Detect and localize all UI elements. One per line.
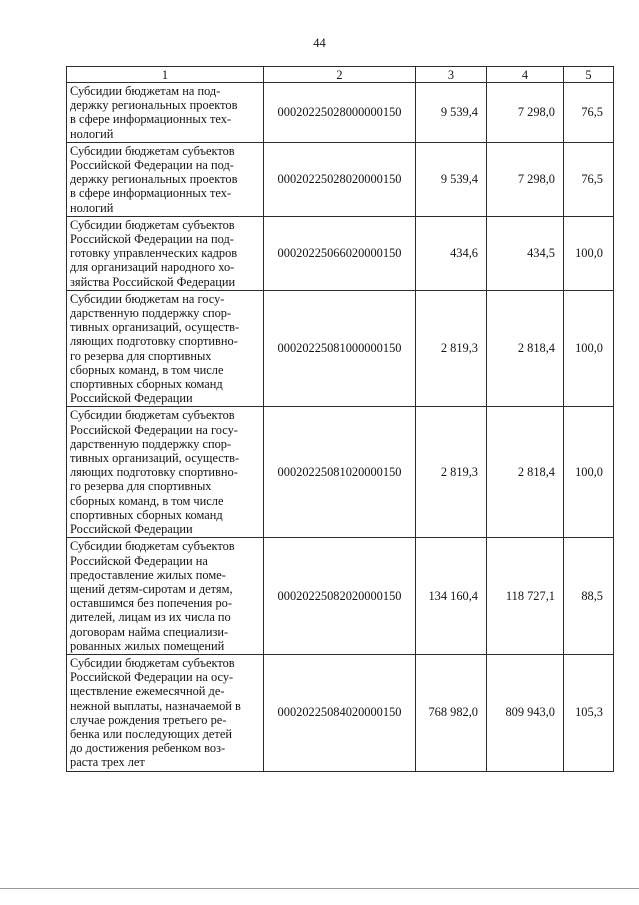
planned-amount-cell: 9 539,4 <box>416 83 487 143</box>
subsidy-name-cell: Субсидии бюджетам субъектов Российской Федерации на предоставление жилых поме- щений детям-сиротам и детям, оставшимся без попечения ро- дителей, лицам из их числа по договорам найма специализи- рованных жилых помещений <box>67 538 264 655</box>
header-row <box>67 67 614 83</box>
column-header: 5 <box>564 67 614 83</box>
budget-code-cell: 00020225084020000150 <box>264 654 416 771</box>
actual-amount-cell: 434,5 <box>487 216 564 290</box>
budget-code-cell: 00020225028000000150 <box>264 83 416 143</box>
execution-percent-cell: 76,5 <box>564 142 614 216</box>
table-row <box>67 83 614 143</box>
actual-amount-cell: 2 818,4 <box>487 290 564 407</box>
column-header: 2 <box>264 67 416 83</box>
table-row <box>67 407 614 538</box>
column-header: 3 <box>416 67 487 83</box>
budget-code-cell: 00020225081020000150 <box>264 407 416 538</box>
planned-amount-cell: 2 819,3 <box>416 407 487 538</box>
actual-amount-cell: 7 298,0 <box>487 142 564 216</box>
execution-percent-cell: 100,0 <box>564 290 614 407</box>
column-header: 4 <box>487 67 564 83</box>
planned-amount-cell: 134 160,4 <box>416 538 487 655</box>
execution-percent-cell: 100,0 <box>564 216 614 290</box>
page-number: 44 <box>313 36 326 50</box>
planned-amount-cell: 9 539,4 <box>416 142 487 216</box>
budget-code-cell: 00020225081000000150 <box>264 290 416 407</box>
column-header: 1 <box>67 67 264 83</box>
subsidy-name-cell: Субсидии бюджетам субъектов Российской Федерации на осу- ществление ежемесячной де- нежной выплаты, назначаемой в случае рождения третьего ре- бенка или последующих детей до достижения ребенком воз- раста трех лет <box>67 654 264 771</box>
table-row <box>67 654 614 771</box>
subsidy-name-cell: Субсидии бюджетам на под- держку региональных проектов в сфере информационных тех- нологий <box>67 83 264 143</box>
page-bottom-rule <box>0 888 639 889</box>
budget-table <box>66 66 614 772</box>
planned-amount-cell: 768 982,0 <box>416 654 487 771</box>
subsidy-name-cell: Субсидии бюджетам субъектов Российской Федерации на под- готовку управленческих кадров для организаций народного хо- зяйства Российской Федерации <box>67 216 264 290</box>
subsidy-name-cell: Субсидии бюджетам на госу- дарственную поддержку спор- тивных организаций, осуществ- ляющих подготовку спортивно- го резерва для спортивных сборных команд, в том числе спортивных сборных команд Российской Федерации <box>67 290 264 407</box>
execution-percent-cell: 100,0 <box>564 407 614 538</box>
execution-percent-cell: 88,5 <box>564 538 614 655</box>
table-row <box>67 142 614 216</box>
subsidy-name-cell: Субсидии бюджетам субъектов Российской Федерации на под- держку региональных проектов в сфере информационных тех- нологий <box>67 142 264 216</box>
actual-amount-cell: 2 818,4 <box>487 407 564 538</box>
planned-amount-cell: 2 819,3 <box>416 290 487 407</box>
table-row <box>67 216 614 290</box>
table-row <box>67 290 614 407</box>
budget-code-cell: 00020225028020000150 <box>264 142 416 216</box>
table-body <box>67 83 614 772</box>
execution-percent-cell: 76,5 <box>564 83 614 143</box>
actual-amount-cell: 809 943,0 <box>487 654 564 771</box>
budget-code-cell: 00020225066020000150 <box>264 216 416 290</box>
subsidy-name-cell: Субсидии бюджетам субъектов Российской Федерации на госу- дарственную поддержку спор- тивных организаций, осуществ- ляющих подготовку спортивно- го резерва для спортивных сборных команд, в том числе спортивных сборных команд Российской Федерации <box>67 407 264 538</box>
budget-code-cell: 00020225082020000150 <box>264 538 416 655</box>
planned-amount-cell: 434,6 <box>416 216 487 290</box>
table-row <box>67 538 614 655</box>
actual-amount-cell: 7 298,0 <box>487 83 564 143</box>
actual-amount-cell: 118 727,1 <box>487 538 564 655</box>
execution-percent-cell: 105,3 <box>564 654 614 771</box>
